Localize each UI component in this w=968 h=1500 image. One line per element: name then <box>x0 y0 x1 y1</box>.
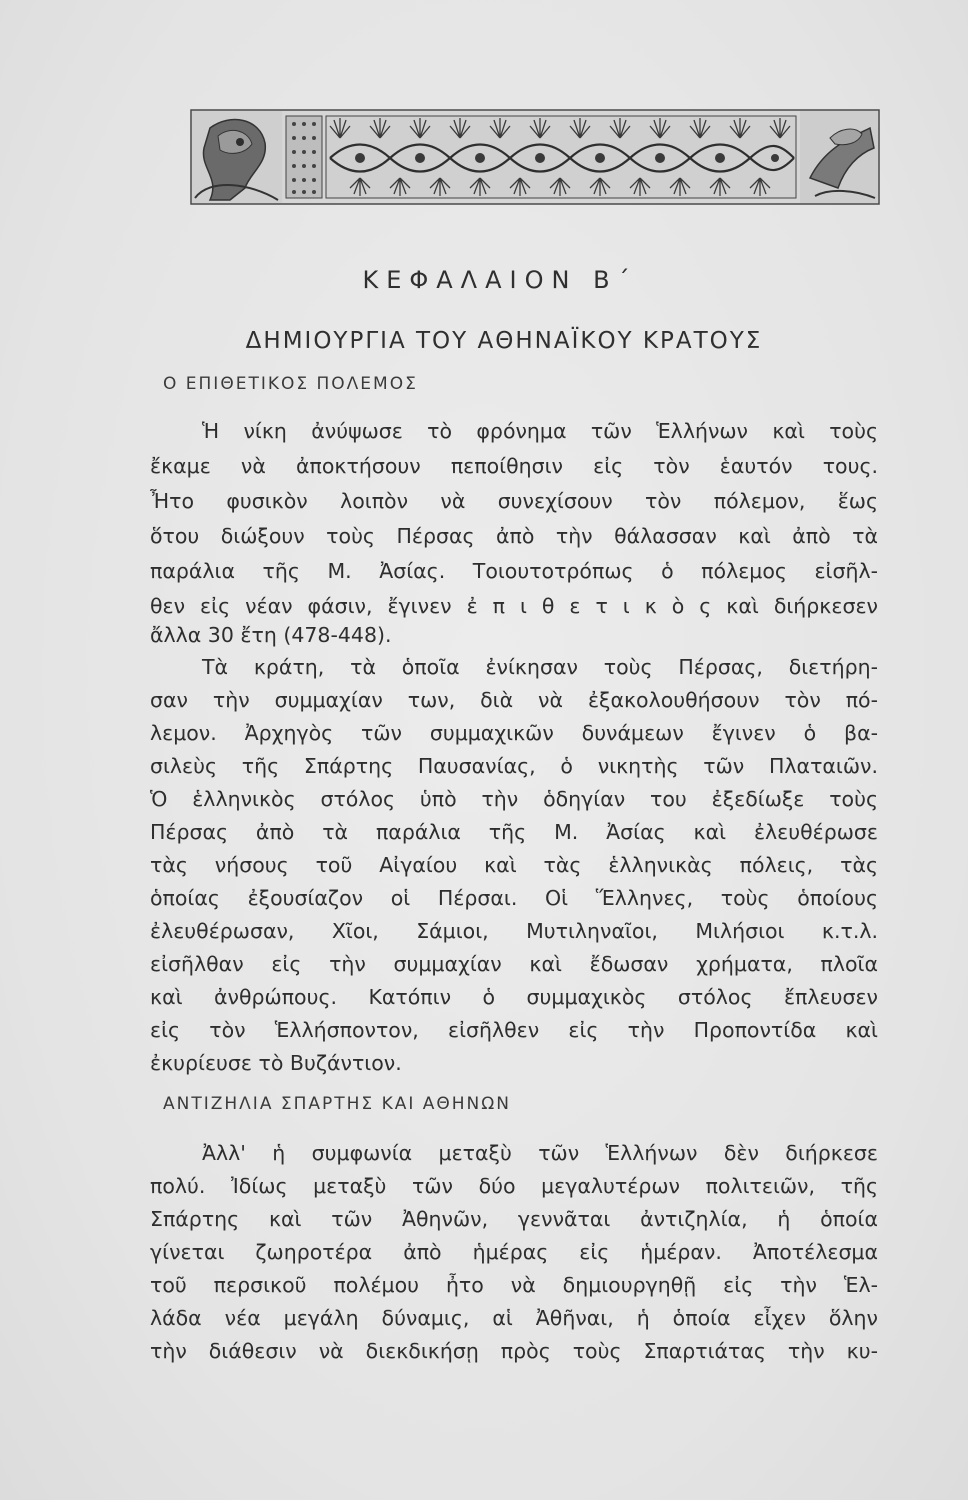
paragraph-line: τοῦ περσικοῦ πολέμου ἦτο νὰ δημιουργηθῇ εἰς τὴν Ἑλ- <box>150 1273 878 1297</box>
warrior-head-icon <box>192 111 282 203</box>
chapter-heading: ΚΕΦΑΛΑΙΟΝ Β΄ <box>362 266 638 294</box>
paragraph-line: τὴν διάθεσιν νὰ διεκδικήσῃ πρὸς τοὺς Σπαρτιάτας τὴν κυ- <box>150 1339 878 1363</box>
paragraph-line: τὰς νήσους τοῦ Αἰγαίου καὶ τὰς ἑλληνικὰς πόλεις, τὰς <box>150 853 878 877</box>
paragraph-line: ἐκυρίευσε τὸ Βυζάντιον. <box>150 1051 402 1075</box>
paragraph-line: Σπάρτης καὶ τῶν Ἀθηνῶν, γεννᾶται ἀντιζηλία, ἡ ὁποία <box>150 1207 878 1231</box>
paragraph-line: πολύ. Ἰδίως μεταξὺ τῶν δύο μεγαλυτέρων πολιτειῶν, τῆς <box>150 1174 878 1198</box>
paragraph-line: Πέρσας ἀπὸ τὰ παράλια τῆς Μ. Ἀσίας καὶ ἐλευθέρωσε <box>150 820 878 844</box>
paragraph-line: Τὰ κράτη, τὰ ὁποῖα ἐνίκησαν τοὺς Πέρσας, διετήρη- <box>202 655 878 679</box>
paragraph-line: ὁποίας ἐξουσίαζον οἱ Πέρσαι. Οἱ Ἕλληνες, τοὺς ὁποίους <box>150 886 878 910</box>
paragraph-line: Ἦτο φυσικὸν λοιπὸν νὰ συνεχίσουν τὸν πόλεμον, ἕως <box>150 489 878 513</box>
paragraph-line: σιλεὺς τῆς Σπάρτης Παυσανίας, ὁ νικητὴς τῶν Πλαταιῶν. <box>150 754 878 778</box>
section-heading: ΑΝΤΙΖΗΛΙΑ ΣΠΑΡΤΗΣ ΚΑΙ ΑΘΗΝΩΝ <box>163 1094 511 1114</box>
paragraph-line: θεν εἰς νέαν φάσιν, ἔγινεν ἐ π ι θ ε τ ι κ ὸ ς καὶ διήρκεσεν <box>150 594 878 618</box>
chapter-title: ΔΗΜΙΟΥΡΓΙΑ ΤΟΥ ΑΘΗΝΑΪΚΟΥ ΚΡΑΤΟΥΣ <box>245 328 763 354</box>
paragraph-line: παράλια τῆς Μ. Ἀσίας. Τοιουτοτρόπως ὁ πόλεμος εἰσῆλ- <box>150 559 878 583</box>
paragraph-line: Ἀλλ' ἡ συμφωνία μεταξὺ τῶν Ἑλλήνων δὲν διήρκεσε <box>202 1141 878 1165</box>
paragraph-line: ἔκαμε νὰ ἀποκτήσουν πεποίθησιν εἰς τὸν ἑαυτόν τους. <box>150 454 878 478</box>
paragraph-line: ἐλευθέρωσαν, Χῖοι, Σάμιοι, Μυτιληναῖοι, Μιλήσιοι κ.τ.λ. <box>150 919 878 943</box>
paragraph-line: λεμον. Ἀρχηγὸς τῶν συμμαχικῶν δυνάμεων ἔγινεν ὁ βα- <box>150 721 878 745</box>
paragraph-line: ἄλλα 30 ἔτη (478-448). <box>150 623 392 647</box>
paragraph-line: εἰσῆλθαν εἰς τὴν συμμαχίαν καὶ ἔδωσαν χρήματα, πλοῖα <box>150 952 878 976</box>
paragraph-line: ὅτου διώξουν τοὺς Πέρσας ἀπὸ τὴν θάλασσαν καὶ ἀπὸ τὰ <box>150 524 878 548</box>
paragraph-line: Ἡ νίκη ἀνύψωσε τὸ φρόνημα τῶν Ἑλλήνων καὶ τοὺς <box>202 419 878 443</box>
ornament-headpiece <box>190 108 880 208</box>
figure-panel-icon <box>800 111 878 203</box>
paragraph-line: σαν τὴν συμμαχίαν των, διὰ νὰ ἐξακολουθήσουν τὸν πό- <box>150 688 878 712</box>
paragraph-line: εἰς τὸν Ἑλλήσποντον, εἰσῆλθεν εἰς τὴν Προποντίδα καὶ <box>150 1018 878 1042</box>
paragraph-line: Ὁ ἑλληνικὸς στόλος ὑπὸ τὴν ὁδηγίαν του ἐξεδίωξε τοὺς <box>150 787 878 811</box>
palmette-frieze <box>326 116 796 198</box>
paragraph-line: καὶ ἀνθρώπους. Κατόπιν ὁ συμμαχικὸς στόλος ἔπλευσεν <box>150 985 878 1009</box>
section-heading: Ο ΕΠΙΘΕΤΙΚΟΣ ΠΟΛΕΜΟΣ <box>163 374 418 394</box>
paragraph-line: λάδα νέα μεγάλη δύναμις, αἱ Ἀθῆναι, ἡ ὁποία εἶχεν ὅλην <box>150 1306 878 1330</box>
paragraph-line: γίνεται ζωηροτέρα ἀπὸ ἡμέρας εἰς ἡμέραν. Ἀποτέλεσμα <box>150 1240 878 1264</box>
